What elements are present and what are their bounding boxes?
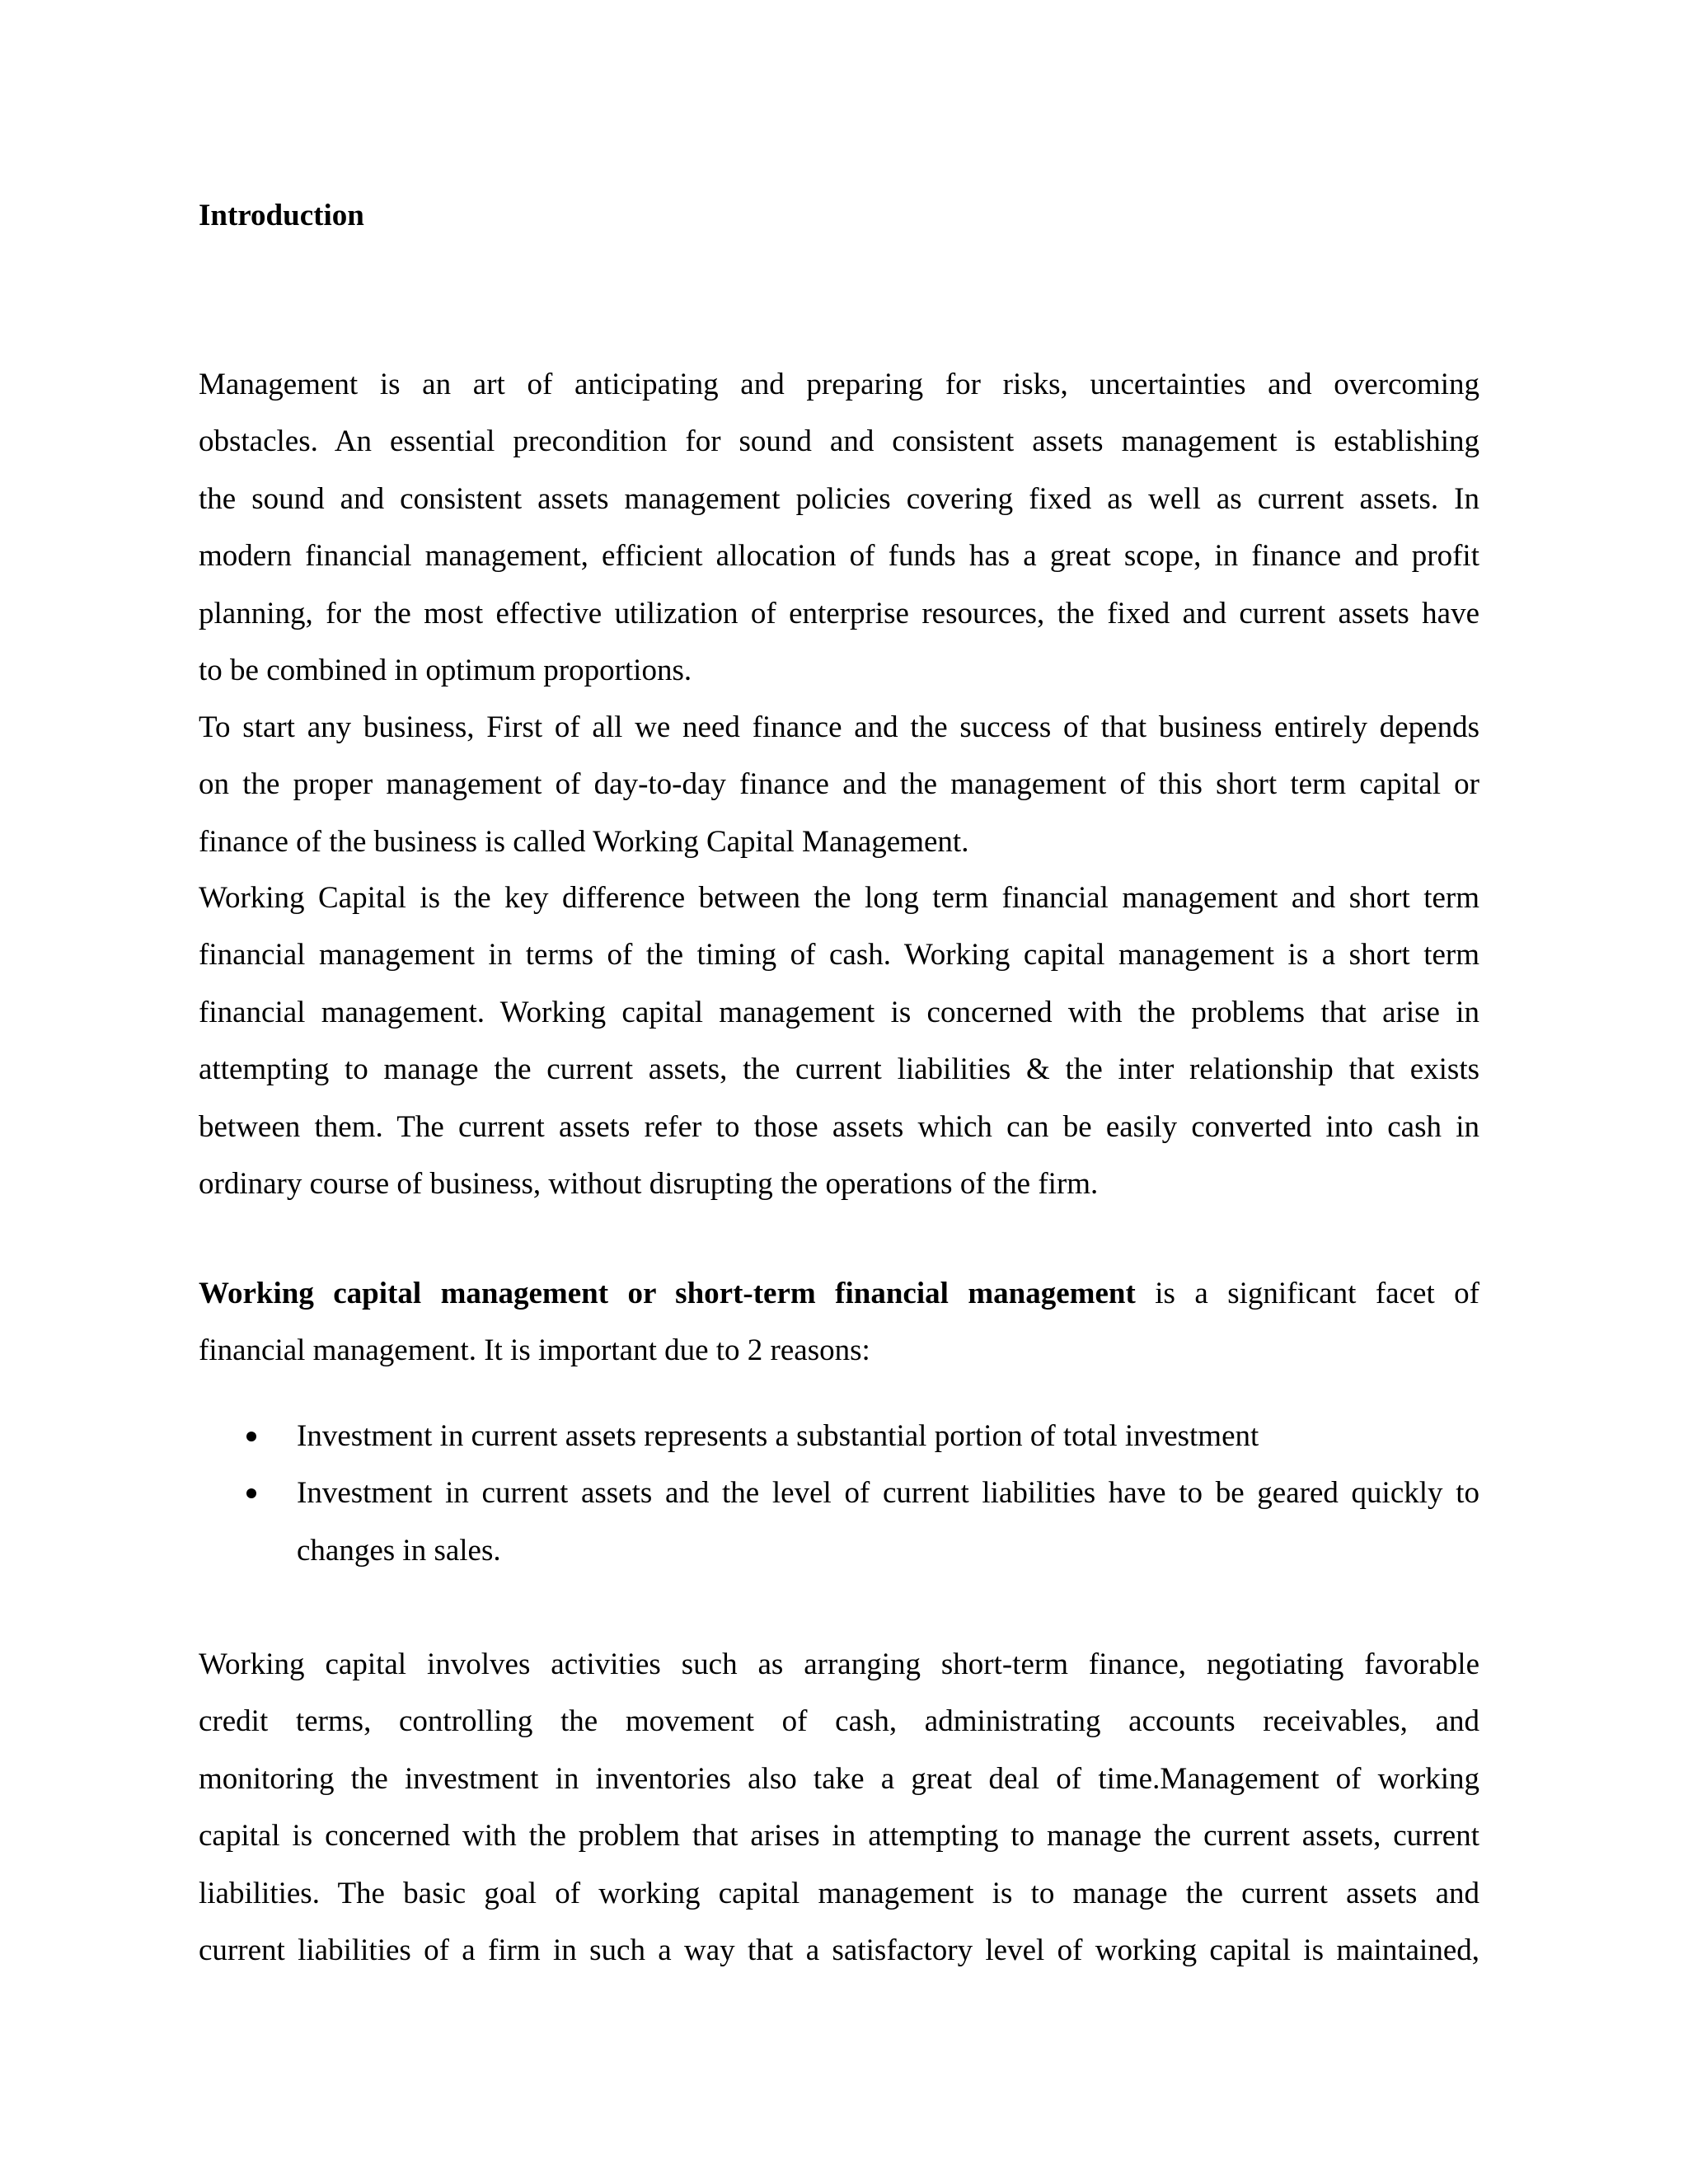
text-line: Working capital involves activities such as arranging short-term finance, negotiating favorable — [199, 1647, 1479, 1681]
text-line: liabilities. The basic goal of working capital management is to manage the current assets and — [199, 1876, 1479, 1910]
bullet-icon — [246, 1432, 256, 1441]
paragraph-start-business — [199, 699, 1479, 870]
text-line: financial management. It is important due to 2 reasons: — [199, 1333, 870, 1368]
text-line: finance of the business is called Working Capital Management. — [199, 824, 969, 859]
paragraph-working-capital-difference — [199, 869, 1479, 1212]
text-line: attempting to manage the current assets, the current liabilities & the inter relationship that exists — [199, 1052, 1479, 1087]
text-line: Management is an art of anticipating and preparing for risks, uncertainties and overcoming — [199, 368, 1479, 401]
paragraph-activities — [199, 1636, 1479, 1979]
section-heading: Introduction — [199, 199, 364, 232]
reasons-list — [199, 1408, 1479, 1579]
paragraph-management — [199, 356, 1479, 699]
text-line: to be combined in optimum proportions. — [199, 654, 692, 688]
text-fragment: is a significant facet of — [1155, 1277, 1479, 1310]
bullet-icon — [246, 1488, 256, 1498]
text-line: capital is concerned with the problem that arises in attempting to manage the current assets, current — [199, 1819, 1479, 1854]
text-line: on the proper management of day-to-day finance and the management of this short term capital or — [199, 767, 1479, 802]
text-line: To start any business, First of all we need finance and the success of that business entirely depends — [199, 710, 1479, 744]
list-item — [199, 1465, 1479, 1579]
text-line: Investment in current assets represents a substantial portion of total investment — [297, 1419, 1259, 1453]
text-line — [199, 1265, 1479, 1322]
text-line: obstacles. An essential precondition for sound and consistent assets management is establishing — [199, 424, 1479, 459]
text-line: changes in sales. — [297, 1533, 501, 1568]
paragraph-significant-facet — [199, 1265, 1479, 1380]
text-line: Investment in current assets and the level of current liabilities have to be geared quickly to — [297, 1476, 1479, 1511]
text-line: modern financial management, efficient allocation of funds has a great scope, in finance and profit — [199, 539, 1479, 574]
text-line: ordinary course of business, without disrupting the operations of the firm. — [199, 1167, 1099, 1202]
list-item — [199, 1408, 1479, 1465]
text-line: planning, for the most effective utilization of enterprise resources, the fixed and current assets have — [199, 596, 1479, 630]
bold-term: Working capital management or short-term financial management — [199, 1277, 1136, 1310]
text-line: current liabilities of a firm in such a way that a satisfactory level of working capital is maintained, — [199, 1933, 1479, 1968]
text-line: Working Capital is the key difference between the long term financial management and short term — [199, 881, 1479, 915]
text-line: between them. The current assets refer to those assets which can be easily converted into cash in — [199, 1109, 1479, 1144]
text-line: the sound and consistent assets management policies covering fixed as well as current assets. In — [199, 481, 1479, 516]
text-line: monitoring the investment in inventories also take a great deal of time.Management of working — [199, 1761, 1479, 1796]
text-line: credit terms, controlling the movement of cash, administrating accounts receivables, and — [199, 1704, 1479, 1739]
text-line: financial management in terms of the timing of cash. Working capital management is a short term — [199, 938, 1479, 972]
text-line: financial management. Working capital management is concerned with the problems that arise in — [199, 995, 1479, 1029]
